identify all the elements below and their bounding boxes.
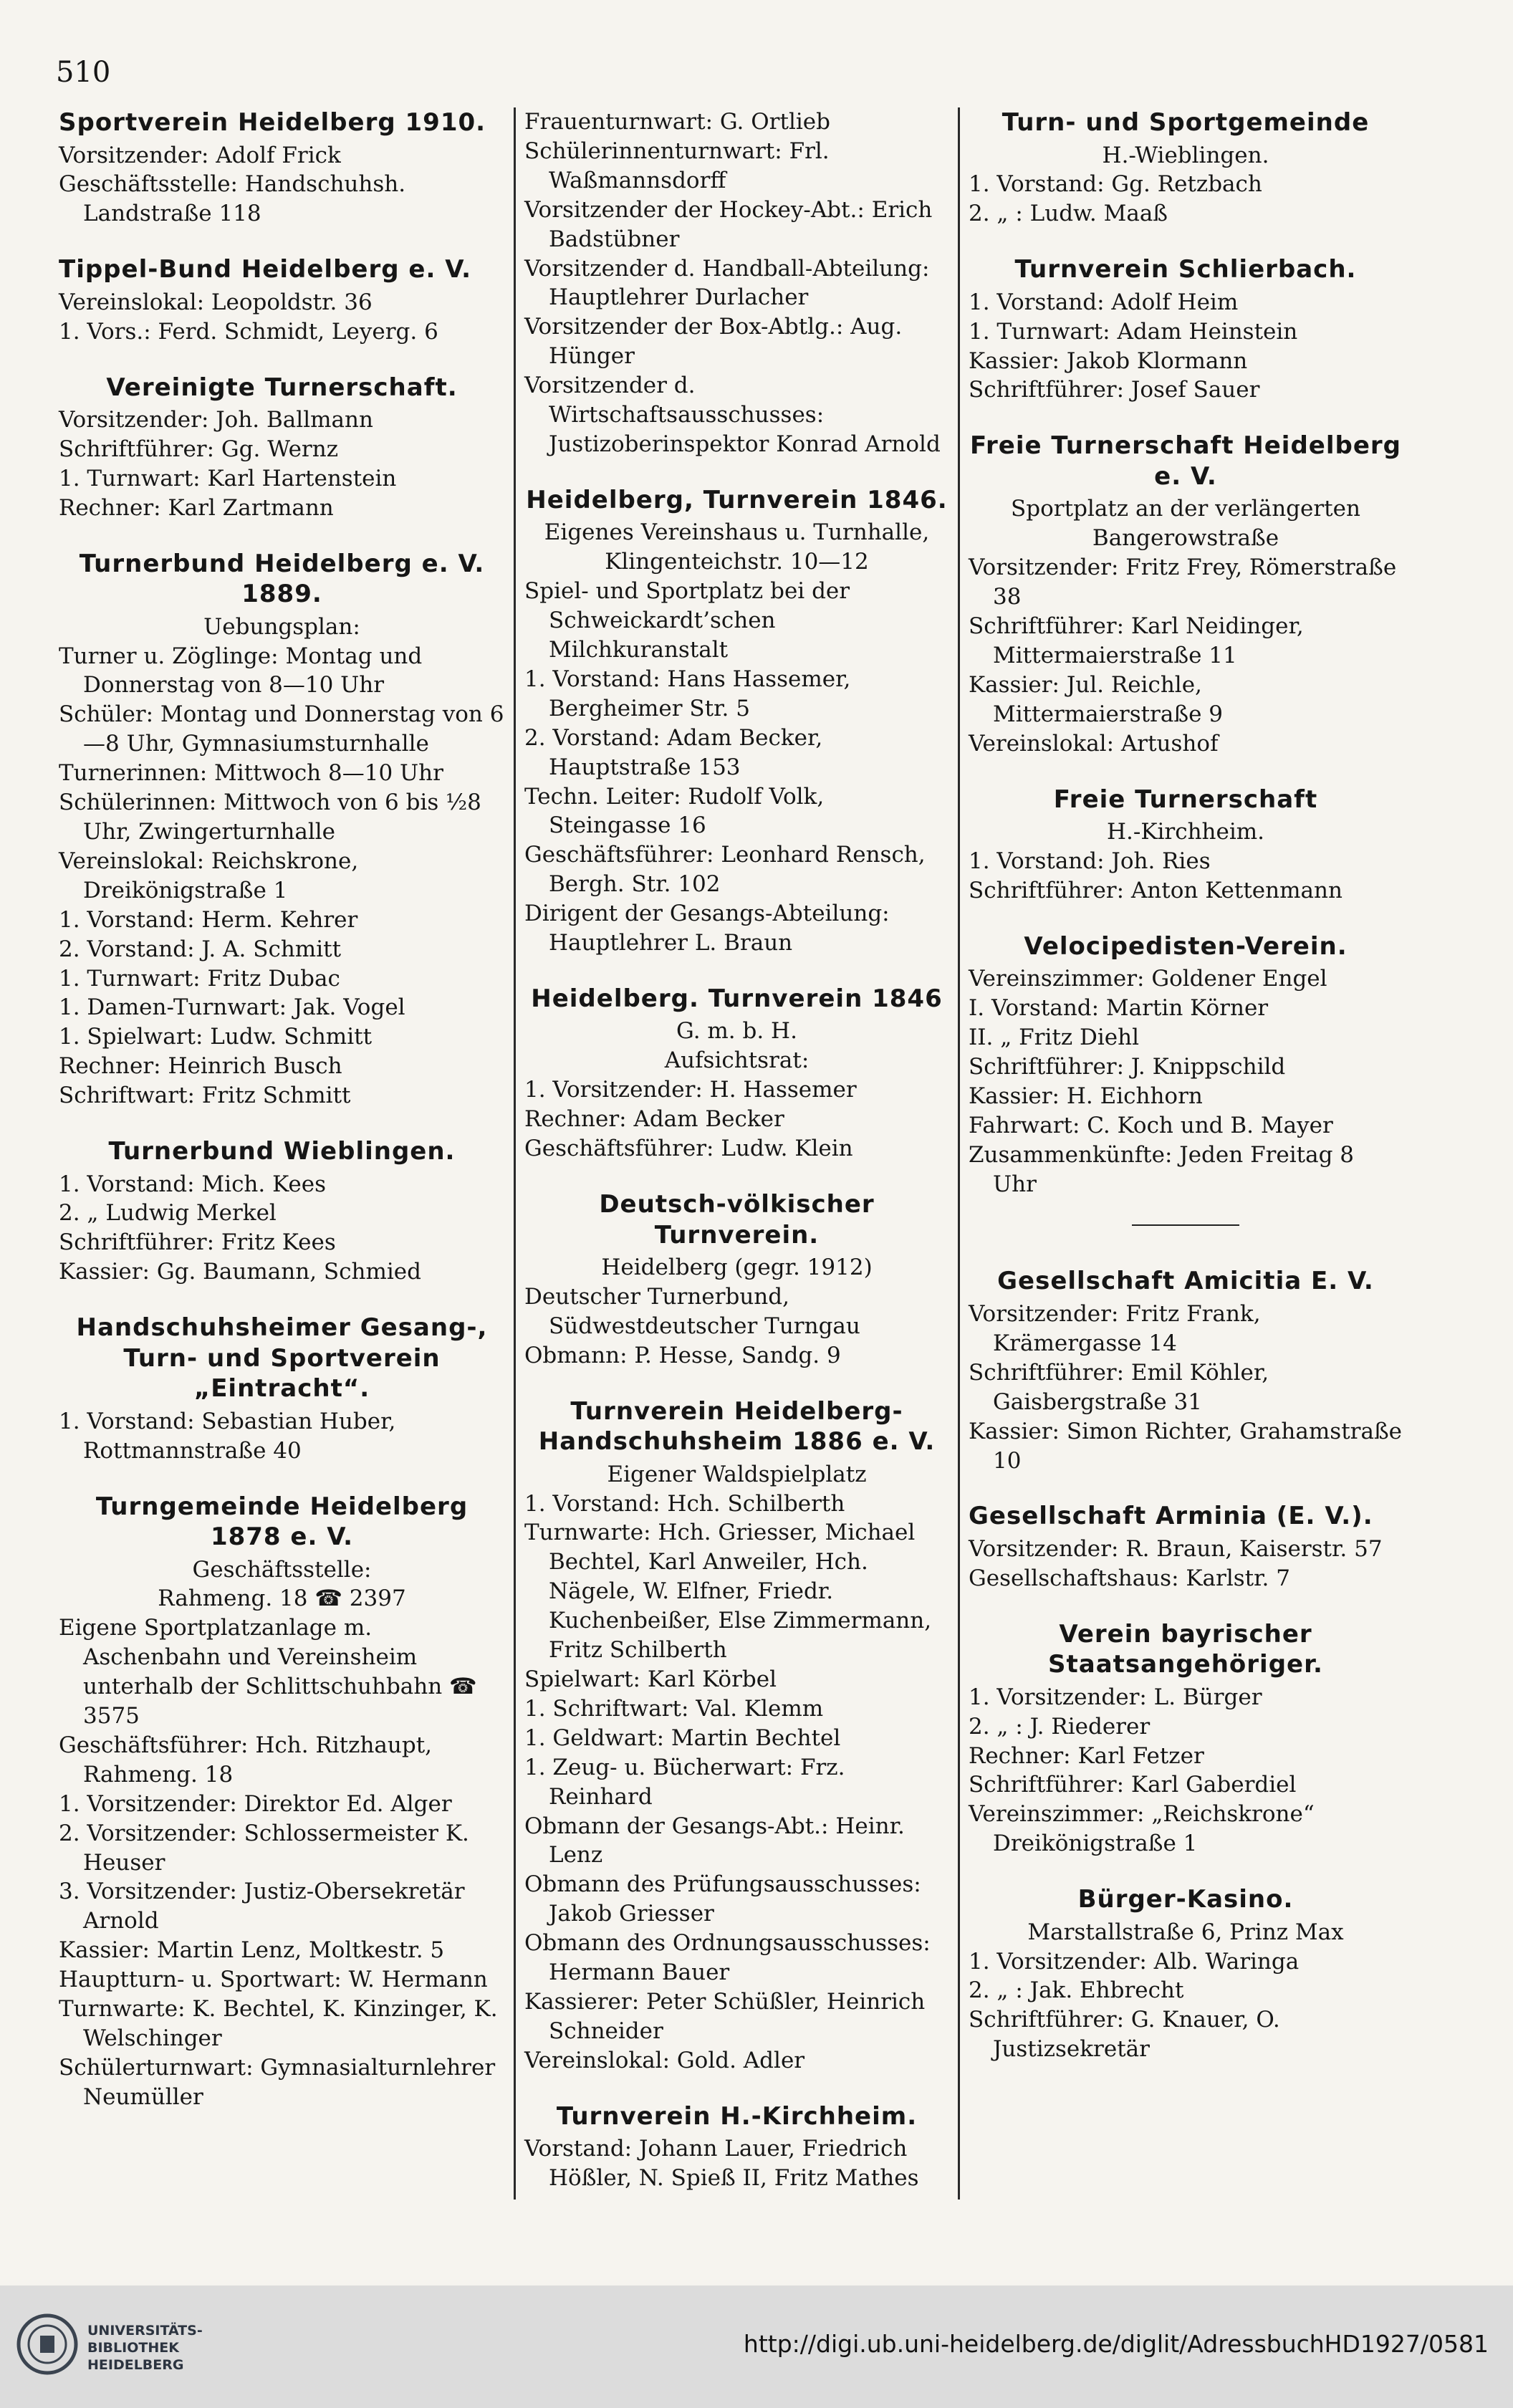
entry-line: Vereinslokal: Gold. Adler [524, 2047, 805, 2073]
entry-line: Dirigent der Gesangs-Abteilung: Hauptlehrer L. Braun [524, 901, 890, 956]
entry-line: Rechner: Heinrich Busch [59, 1053, 342, 1080]
directory-entry [59, 1136, 505, 1287]
entry-line: Turnwarte: Hch. Griesser, Michael Bechtel, Karl Anweiler, Hch. Nägele, W. Elfner, Friedr. Kuchenbeißer, Else Zimmermann, Fritz Schilberth [524, 1520, 932, 1664]
entry-heading: Handschuhsheimer Gesang-, Turn- und Sportverein „Eintracht“. [76, 1313, 488, 1404]
entry-line: Techn. Leiter: Rudolf Volk, Steingasse 16 [524, 783, 825, 839]
entry-line: Vorsitzender: Fritz Frey, Römerstraße 38 [969, 555, 1397, 610]
entry-line: Zusammenkünfte: Jeden Freitag 8 Uhr [969, 1141, 1355, 1197]
entry-line: Geschäftsführer: Leonhard Rensch, Bergh. Str. 102 [524, 842, 926, 898]
entry-centered-line: H.-Wieblingen. [1102, 142, 1269, 168]
entry-line: Deutscher Turnerbund, Südwestdeutscher Turngau [524, 1283, 860, 1339]
entry-line: Vorsitzender: Fritz Frank, Krämergasse 14 [969, 1300, 1261, 1356]
entry-line: Turnwarte: K. Bechtel, K. Kinzinger, K. Welschinger [59, 1996, 498, 2051]
entry-heading: Tippel-Bund Heidelberg e. V. [59, 255, 472, 284]
entry-heading: Freie Turnerschaft Heidelberg e. V. [969, 431, 1402, 491]
entry-line: Geschäftsführer: Hch. Ritzhaupt, Rahmeng. 18 [59, 1732, 433, 1788]
directory-entry [969, 1501, 1403, 1593]
entry-line: Vereinslokal: Leopoldstr. 36 [59, 289, 373, 315]
entry-heading: Sportverein Heidelberg 1910. [59, 108, 486, 137]
entry-line: 1. Vorsitzender: Alb. Waringa [969, 1948, 1300, 1975]
entry-line: Vorsitzender: R. Braun, Kaiserstr. 57 [969, 1535, 1383, 1562]
entry-line: Kassier: Simon Richter, Grahamstraße 10 [969, 1418, 1402, 1474]
entry-line: Schriftwart: Fritz Schmitt [59, 1083, 351, 1109]
entry-heading: Turnverein Schlierbach. [1014, 255, 1357, 284]
entry-heading: Gesellschaft Amicitia E. V. [997, 1267, 1374, 1296]
entry-line: 1. Vorstand: Herm. Kehrer [59, 906, 358, 933]
entry-centered-line: Eigener Waldspielplatz [607, 1461, 867, 1487]
entry-line: Schriftführer: Karl Neidinger, Mittermaierstraße 11 [969, 613, 1304, 668]
entry-line: Vereinszimmer: Goldener Engel [969, 966, 1327, 992]
entry-line: Spielwart: Karl Körbel [524, 1666, 777, 1692]
entry-line: Geschäftsstelle: Handschuhsh. Landstraße 118 [59, 171, 406, 227]
entry-line: Vorsitzender d. Wirtschaftsausschusses: Justizoberinspektor Konrad Arnold [524, 373, 941, 457]
directory-entry [969, 254, 1403, 405]
entry-line: Schriftführer: Fritz Kees [59, 1229, 336, 1256]
entry-line: Turner u. Zöglinge: Montag und Donnerstag von 8—10 Uhr [59, 643, 423, 699]
entry-line: Schriftführer: Karl Gaberdiel [969, 1772, 1297, 1798]
entry-heading: Freie Turnerschaft [1053, 785, 1318, 814]
directory-entry [59, 373, 505, 523]
entry-line: 1. Damen-Turnwart: Jak. Vogel [59, 994, 405, 1021]
entry-line: 1. Vorsitzender: Direktor Ed. Alger [59, 1790, 452, 1817]
entry-line: Eigene Sportplatzanlage m. Aschenbahn und Vereinsheim unterhalb der Schlittschuhbahn ☎ 3575 [59, 1615, 477, 1730]
source-url-link[interactable]: http://digi.ub.uni-heidelberg.de/diglit/AdressbuchHD1927/0581 [743, 2330, 1489, 2358]
directory-entry [59, 107, 505, 229]
entry-heading: Velocipedisten-Verein. [1024, 931, 1348, 961]
directory-entry [969, 431, 1403, 758]
entry-line: Schülerturnwart: Gymnasialturnlehrer Neumüller [59, 2054, 496, 2110]
entry-heading: Turn- und Sportgemeinde [1002, 108, 1370, 137]
entry-heading: Vereinigte Turnerschaft. [106, 373, 458, 402]
entry-line: 1. Turnwart: Fritz Dubac [59, 965, 340, 992]
entry-heading: Heidelberg. Turnverein 1846 [531, 984, 943, 1013]
entry-line: Spiel- und Sportplatz bei der Schweickardt’schen Milchkuranstalt [524, 578, 850, 663]
entry-centered-line: G. m. b. H. [676, 1018, 797, 1045]
directory-entry [969, 931, 1403, 1199]
entry-centered-line: Sportplatz an der verlängerten Bangerowstraße [1011, 496, 1360, 552]
entry-line: 1. Vorstand: Mich. Kees [59, 1171, 327, 1197]
directory-entry [524, 1396, 949, 2076]
entry-line: Rechner: Karl Fetzer [969, 1742, 1204, 1769]
entry-line: 2. „ Ludwig Merkel [59, 1200, 277, 1227]
entry-line: 2. „ : Ludw. Maaß [969, 201, 1168, 227]
entry-line: 1. Vorstand: Sebastian Huber, Rottmannstraße 40 [59, 1408, 396, 1464]
entry-centered-line: H.-Kirchheim. [1106, 819, 1265, 845]
library-line: UNIVERSITÄTS- [87, 2323, 203, 2339]
column-2 [516, 107, 960, 2200]
entry-line: Schülerinnen: Mittwoch von 6 bis ½8 Uhr, Zwingerturnhalle [59, 790, 481, 845]
entry-line: Kassier: Martin Lenz, Moltkestr. 5 [59, 1937, 445, 1964]
directory-entry [969, 1619, 1403, 1858]
entry-centered-line: Marstallstraße 6, Prinz Max [1027, 1919, 1344, 1945]
entry-heading: Turnverein H.-Kirchheim. [556, 2101, 918, 2131]
entry-heading: Turnerbund Heidelberg e. V. 1889. [79, 549, 485, 609]
entry-line: Geschäftsführer: Ludw. Klein [524, 1136, 853, 1162]
entry-line: Kassierer: Peter Schüßler, Heinrich Schneider [524, 1988, 926, 2044]
entry-line: Schriftführer: G. Knauer, O. Justizsekretär [969, 2007, 1280, 2063]
entry-line: 1. Turnwart: Adam Heinstein [969, 318, 1298, 345]
entry-line: 1. Vorsitzender: H. Hassemer [524, 1077, 857, 1103]
entry-line: 2. „ : J. Riederer [969, 1713, 1151, 1740]
entry-line: Vorsitzender der Box-Abtlg.: Aug. Hünger [524, 314, 903, 370]
footer-bar [0, 2285, 1513, 2408]
entry-centered-line: Eigenes Vereinshaus u. Turnhalle, Klingenteichstr. 10—12 [544, 519, 930, 575]
entry-line: Obmann: P. Hesse, Sandg. 9 [524, 1342, 841, 1368]
directory-entry [59, 254, 505, 346]
directory-entry [524, 1189, 949, 1371]
directory-entry [524, 2101, 949, 2193]
entry-line: Vorstand: Johann Lauer, Friedrich Hößler, N. Spieß II, Fritz Mathes [524, 2136, 919, 2192]
entry-line: 2. Vorsitzender: Schlossermeister K. Heuser [59, 1820, 469, 1876]
entry-line: 1. Vorstand: Hans Hassemer, Bergheimer Str. 5 [524, 666, 851, 721]
entry-line: 3. Vorsitzender: Justiz-Obersekretär Arnold [59, 1879, 465, 1934]
entry-line: Hauptturn- u. Sportwart: W. Hermann [59, 1967, 488, 1993]
entry-line: Vereinslokal: Artushof [969, 730, 1219, 757]
library-line: BIBLIOTHEK [87, 2339, 179, 2356]
entry-line: Schülerinnenturnwart: Frl. Waßmannsdorff [524, 138, 830, 193]
directory-entry [969, 1266, 1403, 1475]
entry-line: Vorsitzender der Hockey-Abt.: Erich Badstübner [524, 196, 933, 252]
columns-container [50, 107, 1411, 2200]
entry-line: Vorsitzender: Joh. Ballmann [59, 407, 373, 433]
entry-line: 1. Vorstand: Joh. Ries [969, 848, 1211, 874]
entry-line: 1. Vorstand: Gg. Retzbach [969, 171, 1262, 198]
entry-line: Obmann des Ordnungsausschusses: Hermann Bauer [524, 1930, 931, 1986]
directory-entry [59, 549, 505, 1111]
entry-line: 1. Geldwart: Martin Bechtel [524, 1725, 841, 1751]
entry-line: Turnerinnen: Mittwoch 8—10 Uhr [59, 760, 443, 787]
entry-heading: Bürger-Kasino. [1077, 1885, 1294, 1914]
entry-line: Kassier: Jul. Reichle, Mittermaierstraße 9 [969, 671, 1223, 727]
directory-entry [59, 1492, 505, 2112]
entry-line: Vereinszimmer: „Reichskrone“ Dreikönigstraße 1 [969, 1801, 1315, 1857]
entry-line: 1. Turnwart: Karl Hartenstein [59, 465, 397, 491]
entry-line: 1. Spielwart: Ludw. Schmitt [59, 1024, 373, 1050]
section-divider [1132, 1224, 1239, 1226]
entry-line: 2. Vorstand: J. A. Schmitt [59, 936, 342, 962]
directory-entry [524, 485, 949, 958]
entry-line: Vorsitzender: Adolf Frick [59, 142, 341, 168]
entry-line: Schüler: Montag und Donnerstag von 6—8 Uhr, Gymnasiumsturnhalle [59, 701, 504, 757]
entry-centered-line: Geschäftsstelle: [192, 1556, 372, 1583]
entry-line: Kassier: Gg. Baumann, Schmied [59, 1259, 421, 1285]
directory-entry [59, 1313, 505, 1465]
entry-line: 1. Vorstand: Hch. Schilberth [524, 1490, 845, 1517]
entry-line: Rechner: Karl Zartmann [59, 494, 334, 521]
entry-line: Rechner: Adam Becker [524, 1106, 784, 1133]
entry-heading: Verein bayrischer Staatsangehöriger. [1048, 1619, 1323, 1679]
page-number: 510 [56, 56, 111, 89]
entry-centered-line: Rahmeng. 18 ☎ 2397 [158, 1586, 406, 1612]
entry-line: II. „ Fritz Diehl [969, 1025, 1139, 1051]
entry-line: Schriftführer: Josef Sauer [969, 377, 1260, 403]
entry-line: Obmann der Gesangs-Abt.: Heinr. Lenz [524, 1813, 905, 1869]
directory-entry [969, 107, 1403, 229]
entry-line: 1. Vorsitzender: L. Bürger [969, 1684, 1262, 1710]
entry-line: 1. Schriftwart: Val. Klemm [524, 1695, 824, 1722]
entry-line: Schriftführer: Gg. Wernz [59, 436, 339, 462]
entry-heading: Turngemeinde Heidelberg 1878 e. V. [95, 1492, 469, 1551]
entry-line: Fahrwart: C. Koch und B. Mayer [969, 1112, 1333, 1138]
entry-centered-line: Heidelberg (gegr. 1912) [601, 1255, 873, 1280]
entry-line: Gesellschaftshaus: Karlstr. 7 [969, 1565, 1290, 1591]
entry-line: Vereinslokal: Reichskrone, Dreikönigstraße 1 [59, 848, 359, 903]
entry-line: I. Vorstand: Martin Körner [969, 995, 1269, 1022]
entry-line: 2. „ : Jak. Ehbrecht [969, 1977, 1184, 2004]
university-seal-icon [16, 2313, 79, 2376]
column-3 [960, 107, 1411, 2200]
entry-line: Kassier: Jakob Klormann [969, 347, 1248, 374]
entry-line: 2. Vorstand: Adam Becker, Hauptstraße 153 [524, 724, 823, 780]
entry-centered-line: Uebungsplan: [203, 613, 360, 640]
directory-entry [524, 984, 949, 1164]
entry-heading: Deutsch-völkischer Turnverein. [599, 1190, 875, 1249]
directory-entry [969, 1884, 1403, 2064]
library-line: HEIDELBERG [87, 2356, 184, 2373]
column-1 [50, 107, 516, 2200]
entry-line: Obmann des Prüfungsausschusses: Jakob Griesser [524, 1871, 921, 1927]
entry-line: Kassier: H. Eichhorn [969, 1083, 1203, 1109]
entry-heading: Heidelberg, Turnverein 1846. [526, 485, 948, 514]
entry-line: Schriftführer: J. Knippschild [969, 1053, 1286, 1080]
entry-line: 1. Vors.: Ferd. Schmidt, Leyerg. 6 [59, 318, 438, 345]
entry-line: 1. Vorstand: Adolf Heim [969, 289, 1239, 315]
entry-line: Schriftführer: Anton Kettenmann [969, 877, 1343, 903]
entry-centered-line: Aufsichtsrat: [664, 1047, 810, 1074]
library-name [87, 2323, 203, 2374]
entry-line: Vorsitzender d. Handball-Abteilung: Hauptlehrer Durlacher [524, 255, 930, 311]
entry-line: 1. Zeug- u. Bücherwart: Frz. Reinhard [524, 1754, 845, 1810]
directory-entry [524, 107, 949, 459]
entry-line: Schriftführer: Emil Köhler, Gaisbergstraße 31 [969, 1359, 1269, 1415]
entry-line: Frauenturnwart: G. Ortlieb [524, 109, 830, 135]
entry-heading: Turnverein Heidelberg-Handschuhsheim 1886 e. V. [538, 1396, 936, 1457]
entry-heading: Gesellschaft Arminia (E. V.). [969, 1502, 1373, 1531]
directory-entry [969, 785, 1403, 906]
entry-heading: Turnerbund Wieblingen. [108, 1137, 456, 1166]
